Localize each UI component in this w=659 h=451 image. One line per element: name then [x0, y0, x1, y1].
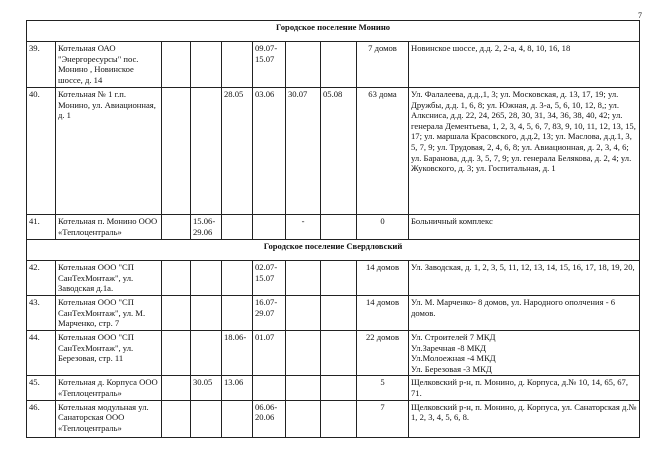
date-cell: 13.06 — [222, 376, 253, 400]
addresses: Больничный комплекс — [409, 215, 640, 240]
date-cell — [191, 88, 222, 215]
section-title: Городское поселение Монино — [27, 21, 640, 42]
date-cell — [286, 331, 321, 376]
table-row — [27, 42, 640, 88]
addresses: Ул. Фалалеева, д.д.,1, 3; ул. Московская, д. 13, 17, 19; ул. Дружбы, д.д. 1, 6, 8; ул. Южная, д. 3-а, 5, 6, 10, 12, 8,; ул. Алксниса, д.д. 22, 24, 265, 28, 30, 31, 34, 36, 38, 40, 42; ул. генерала Дементьева, 1, 2, 3, 4, 5, 6, 7, 83, 9, 10, 11, 12, 13, 15, 17; ул. маршала Красовского, д.д.2, 13; ул. Маслова, д.д.1, 3, 5, 7, 9; ул. Трудовая, 2, 4, 6, 8; ул. Авиационная, д. 2, 3, 4, 6; ул. Баранова, д.д. 3, 5, 7, 9; ул. генерала Белякова, д. 2, 4; ул. Жуковского, д. 3; ул. Госпитальная, д. 1 — [409, 88, 640, 215]
date-cell: 06.06- 20.06 — [253, 400, 286, 437]
section-title: Городское поселение Свердловский — [27, 240, 640, 261]
boiler-name: Котельная ООО "СП СанТехМонтаж", ул. М. Марченко, стр. 7 — [56, 296, 162, 331]
table-row — [27, 261, 640, 296]
house-count: 14 домов — [357, 261, 409, 296]
table-row — [27, 88, 640, 215]
date-cell — [286, 261, 321, 296]
date-cell — [222, 261, 253, 296]
table-row — [27, 400, 640, 437]
date-cell — [162, 296, 191, 331]
boiler-name: Котельная д. Корпуса ООО «Теплоцентраль» — [56, 376, 162, 400]
date-cell: - — [286, 215, 321, 240]
house-count: 5 — [357, 376, 409, 400]
date-cell: 15.06- 29.06 — [191, 215, 222, 240]
date-cell — [253, 215, 286, 240]
date-cell: 01.07 — [253, 331, 286, 376]
boiler-name: Котельная ОАО "Энергоресурсы" пос. Монино , Новинское шоссе, д. 14 — [56, 42, 162, 88]
row-number: 39. — [27, 42, 56, 88]
boiler-name: Котельная ООО "СП СанТехМонтаж", ул. Березовая, стр. 11 — [56, 331, 162, 376]
row-number: 43. — [27, 296, 56, 331]
boiler-name: Котельная п. Монино ООО «Теплоцентраль» — [56, 215, 162, 240]
date-cell — [253, 376, 286, 400]
date-cell — [222, 400, 253, 437]
date-cell: 09.07- 15.07 — [253, 42, 286, 88]
house-count: 0 — [357, 215, 409, 240]
row-number: 42. — [27, 261, 56, 296]
table-row — [27, 296, 640, 331]
page-number: 7 — [638, 11, 642, 20]
date-cell — [321, 215, 357, 240]
date-cell — [286, 42, 321, 88]
date-cell — [162, 331, 191, 376]
house-count: 14 домов — [357, 296, 409, 331]
date-cell: 16.07- 29.07 — [253, 296, 286, 331]
date-cell — [162, 215, 191, 240]
house-count: 7 домов — [357, 42, 409, 88]
row-number: 40. — [27, 88, 56, 215]
addresses: Щелковский р-н, п. Монино, д. Корпуса, д.№ 10, 14, 65, 67, 71. — [409, 376, 640, 400]
date-cell — [191, 296, 222, 331]
date-cell: 03.06 — [253, 88, 286, 215]
heating-schedule-table — [26, 20, 640, 438]
date-cell — [162, 376, 191, 400]
addresses: Ул. Строителей 7 МКД Ул.Заречная -8 МКД Ул.Молоежная -4 МКД Ул. Березовая -3 МКД — [409, 331, 640, 376]
date-cell — [162, 88, 191, 215]
addresses: Ул. М. Марченко- 8 домов, ул. Народного ополчения - 6 домов. — [409, 296, 640, 331]
date-cell — [222, 215, 253, 240]
date-cell: 18.06- — [222, 331, 253, 376]
date-cell — [222, 296, 253, 331]
date-cell — [191, 261, 222, 296]
date-cell — [321, 261, 357, 296]
table-row — [27, 331, 640, 376]
addresses: Ул. Заводская, д. 1, 2, 3, 5, 11, 12, 13, 14, 15, 16, 17, 18, 19, 20, — [409, 261, 640, 296]
row-number: 41. — [27, 215, 56, 240]
date-cell — [286, 376, 321, 400]
date-cell — [286, 400, 321, 437]
date-cell — [321, 376, 357, 400]
date-cell — [321, 42, 357, 88]
date-cell: 30.07 — [286, 88, 321, 215]
date-cell — [321, 296, 357, 331]
row-number: 45. — [27, 376, 56, 400]
house-count: 63 дома — [357, 88, 409, 215]
house-count: 22 домов — [357, 331, 409, 376]
date-cell: 28.05 — [222, 88, 253, 215]
table-row — [27, 215, 640, 240]
date-cell: 05.08 — [321, 88, 357, 215]
addresses: Новинское шоссе, д.д. 2, 2-а, 4, 8, 10, 16, 18 — [409, 42, 640, 88]
date-cell — [191, 400, 222, 437]
row-number: 46. — [27, 400, 56, 437]
date-cell: 30.05 — [191, 376, 222, 400]
date-cell — [162, 42, 191, 88]
date-cell — [222, 42, 253, 88]
addresses: Щелковский р-н, п. Монино, д. Корпуса, ул. Санаторская д.№ 1, 2, 3, 4, 5, 6, 8. — [409, 400, 640, 437]
boiler-name: Котельная ООО "СП СанТехМонтаж", ул. Заводская д.1а. — [56, 261, 162, 296]
date-cell — [191, 42, 222, 88]
table-row — [27, 376, 640, 400]
date-cell — [191, 331, 222, 376]
date-cell — [286, 296, 321, 331]
row-number: 44. — [27, 331, 56, 376]
date-cell — [321, 400, 357, 437]
date-cell — [321, 331, 357, 376]
date-cell — [162, 261, 191, 296]
boiler-name: Котельная № 1 г.п. Монино, ул. Авиационная, д. 1 — [56, 88, 162, 215]
date-cell — [162, 400, 191, 437]
house-count: 7 — [357, 400, 409, 437]
boiler-name: Котельная модульная ул. Санаторская ООО «Теплоцентраль» — [56, 400, 162, 437]
date-cell: 02.07- 15.07 — [253, 261, 286, 296]
